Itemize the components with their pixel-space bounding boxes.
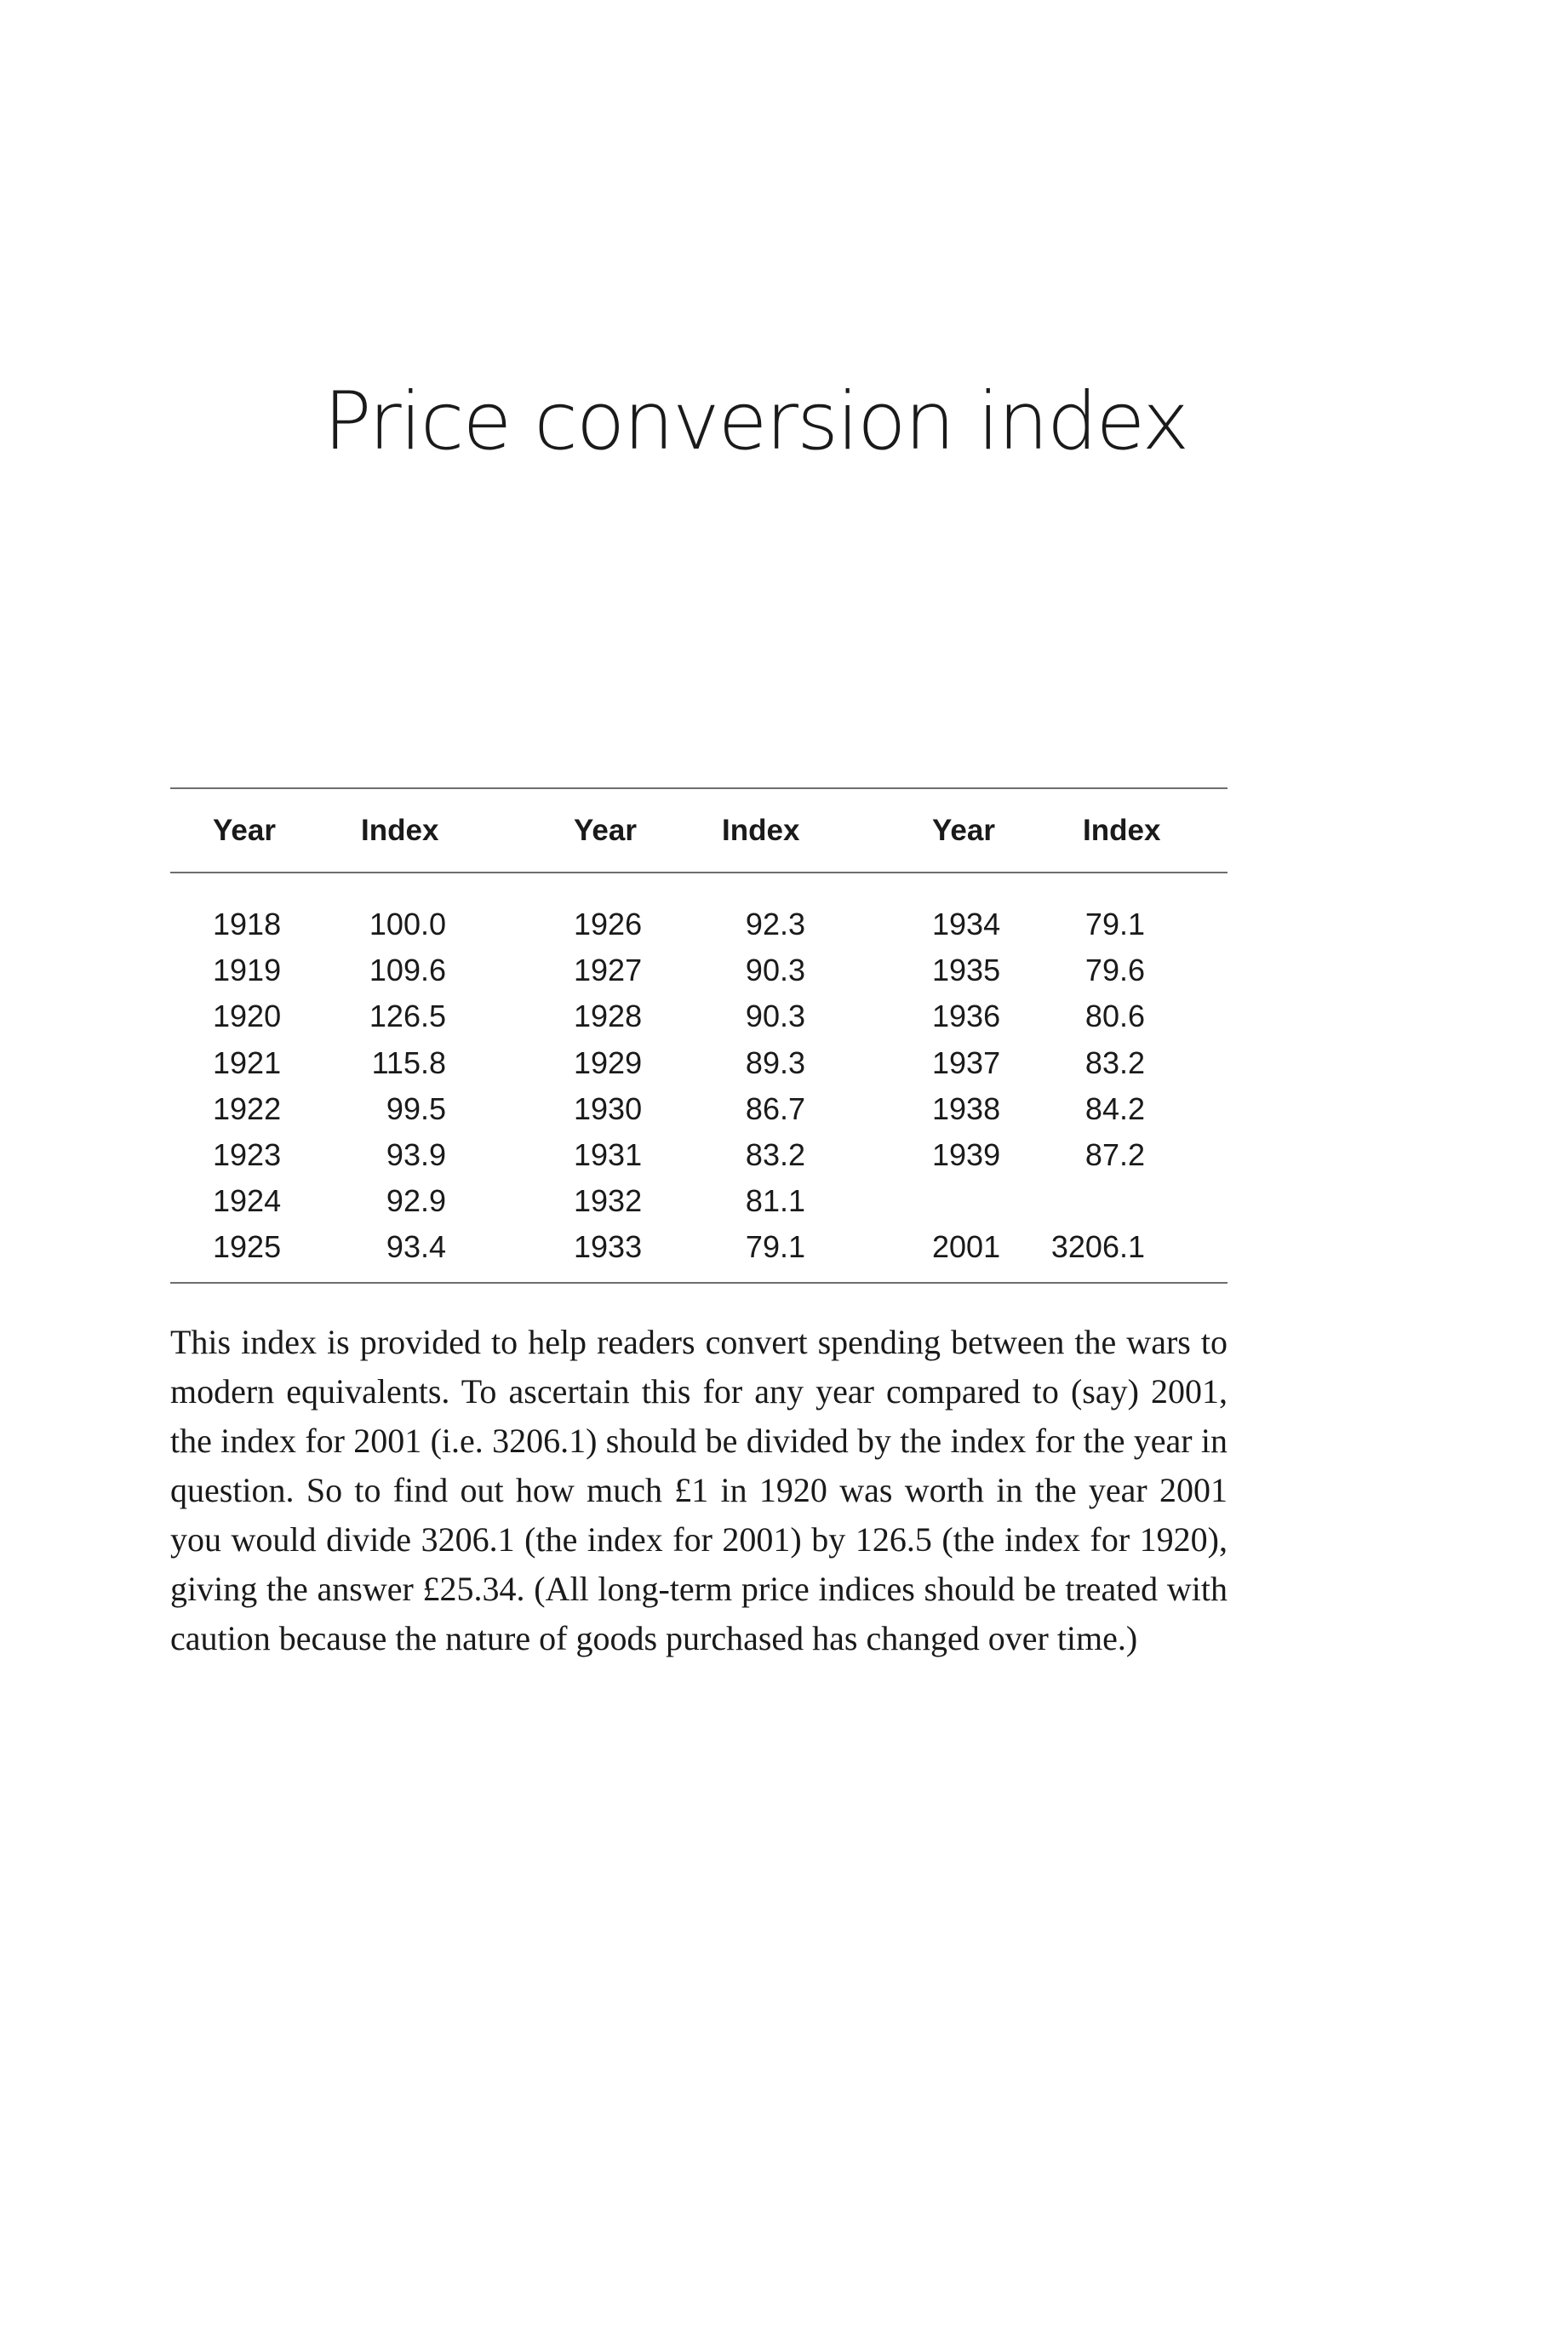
year-cell: 1933 bbox=[574, 1229, 643, 1265]
index-cell: 92.9 bbox=[386, 1183, 446, 1219]
header-index-2: Index bbox=[722, 814, 800, 847]
index-cell: 83.2 bbox=[745, 1137, 805, 1172]
year-cell: 1930 bbox=[574, 1090, 643, 1126]
table-header-rule bbox=[170, 872, 1228, 873]
year-cell: 1938 bbox=[932, 1090, 1001, 1126]
table-bottom-rule bbox=[170, 1282, 1228, 1284]
header-index-3: Index bbox=[1083, 814, 1161, 847]
year-cell: 1932 bbox=[574, 1183, 643, 1219]
index-cell: 90.3 bbox=[745, 999, 805, 1034]
index-cell: 93.4 bbox=[386, 1229, 446, 1265]
year-cell: 1926 bbox=[574, 907, 643, 941]
index-cell: 115.8 bbox=[371, 1044, 446, 1080]
index-cell: 93.9 bbox=[386, 1137, 446, 1172]
index-cell: 86.7 bbox=[745, 1090, 805, 1126]
explanatory-note: This index is provided to help readers convert spending between the wars to modern equivalents. To ascertain this for any year compared to (say) 2001, the index for 2001 (i.e. 3206.1) should be divided by the index for the year in question. So to find out how much £1 in 1920 was worth in the year 2001 you would divide 3206.1 (the index for 2001) by 126.5 (the index for 1920), giving the answer £25.34. (All long-term price indices should be treated with caution because the nature of goods purchased has changed over time.) bbox=[170, 1323, 1228, 1657]
index-cell: 3206.1 bbox=[1050, 1229, 1145, 1265]
table-top-rule bbox=[170, 787, 1228, 789]
index-cell: 89.3 bbox=[745, 1044, 805, 1080]
index-cell: 79.1 bbox=[1084, 907, 1145, 941]
year-cell: 1925 bbox=[213, 1229, 282, 1265]
year-cell: 1922 bbox=[213, 1090, 282, 1126]
year-cell: 1924 bbox=[213, 1183, 282, 1219]
year-cell: 1921 bbox=[213, 1044, 282, 1080]
header-index-1: Index bbox=[361, 814, 439, 847]
year-cell: 1937 bbox=[932, 1044, 1001, 1080]
index-cell: 81.1 bbox=[745, 1183, 805, 1219]
page-title: Price conversion index bbox=[323, 375, 1188, 468]
year-cell: 1929 bbox=[574, 1044, 643, 1080]
index-cell: 90.3 bbox=[745, 953, 805, 988]
year-cell: 1918 bbox=[213, 907, 282, 941]
index-cell: 87.2 bbox=[1084, 1137, 1145, 1172]
index-cell: 79.6 bbox=[1084, 953, 1145, 988]
year-cell: 1934 bbox=[932, 907, 1001, 941]
index-cell: 99.5 bbox=[386, 1090, 446, 1126]
index-cell: 92.3 bbox=[745, 907, 805, 941]
header-year-1: Year bbox=[213, 814, 276, 847]
header-year-3: Year bbox=[932, 814, 995, 847]
index-cell: 100.0 bbox=[369, 907, 446, 941]
year-cell: 1931 bbox=[574, 1137, 643, 1172]
index-cell: 79.1 bbox=[745, 1229, 805, 1265]
year-cell: 1936 bbox=[932, 999, 1001, 1034]
year-cell: 1935 bbox=[932, 953, 1001, 988]
index-cell: 84.2 bbox=[1084, 1090, 1145, 1126]
index-cell: 80.6 bbox=[1084, 999, 1145, 1034]
year-cell: 1939 bbox=[932, 1137, 1001, 1172]
year-cell: 1920 bbox=[213, 999, 282, 1034]
header-year-2: Year bbox=[574, 814, 637, 847]
index-cell: 109.6 bbox=[369, 953, 446, 988]
year-cell: 1923 bbox=[213, 1137, 282, 1172]
year-cell: 1927 bbox=[574, 953, 643, 988]
year-cell: 2001 bbox=[932, 1229, 1001, 1265]
year-cell: 1919 bbox=[213, 953, 282, 988]
year-cell: 1928 bbox=[574, 999, 643, 1034]
index-cell: 83.2 bbox=[1084, 1044, 1145, 1080]
index-cell: 126.5 bbox=[369, 999, 446, 1034]
